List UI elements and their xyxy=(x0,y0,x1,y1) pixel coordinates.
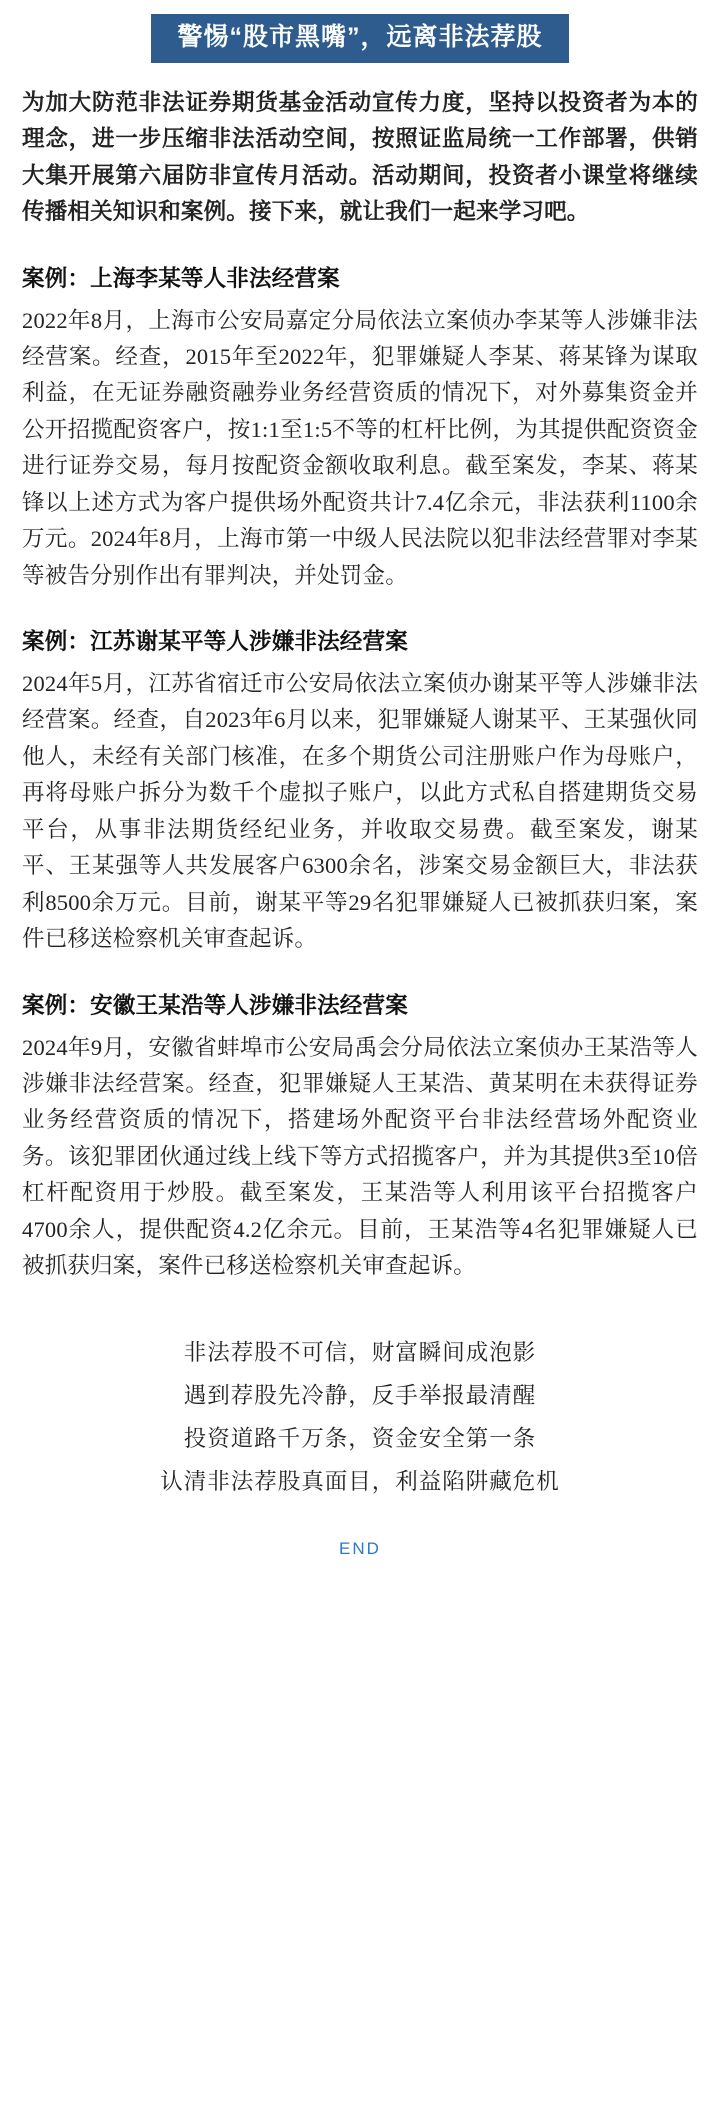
slogan-line-3: 投资道路千万条，资金安全第一条 xyxy=(183,1425,537,1451)
case-title-2: 案例：江苏谢某平等人涉嫌非法经营案 xyxy=(22,629,408,654)
slogan-line-1: 非法荐股不可信，财富瞬间成泡影 xyxy=(183,1339,537,1365)
case-body-2: 2024年5月，江苏省宿迁市公安局依法立案侦办谢某平等人涉嫌非法经营案。经查，自2023年6月以来，犯罪嫌疑人谢某平、王某强伙同他人，未经有关部门核准，在多个期货公司注册账户作为母账户，再将母账户拆分为数千个虚拟子账户，以此方式私自搭建期货交易平台，从事非法期货经纪业务，并收取交易费。截至案发，谢某平、王某强等人共发展客户6300余名，涉案交易金额巨大，非法获利8500余万元。目前，谢某平等29名犯罪嫌疑人已被抓获归案，案件已移送检察机关审查起诉。 xyxy=(22,671,698,952)
case-body-1: 2022年8月，上海市公安局嘉定分局依法立案侦办李某等人涉嫌非法经营案。经查，2015年至2022年，犯罪嫌疑人李某、蒋某锋为谋取利益，在无证券融资融券业务经营资质的情况下，对外募集资金并公开招揽配资客户，按1:1至1:5不等的杠杆比例，为其提供配资资金进行证券交易，每月按配资金额收取利息。截至案发，李某、蒋某锋以上述方式为客户提供场外配资共计7.4亿余元，非法获利1100余万元。2024年8月，上海市第一中级人民法院以犯非法经营罪对李某等被告分别作出有罪判决，并处罚金。 xyxy=(22,307,698,588)
slogan-block xyxy=(22,1331,698,1504)
page-title: 警惕“股市黑嘴”，远离非法荐股 xyxy=(151,14,568,63)
slogan-line-4: 认清非法荐股真面目，利益陷阱藏危机 xyxy=(160,1469,560,1495)
slogan-line-2: 遇到荐股先冷静，反手举报最清醒 xyxy=(183,1382,537,1408)
end-marker: END xyxy=(339,1539,381,1559)
case-title-1: 案例：上海李某等人非法经营案 xyxy=(22,265,340,291)
case-title-3: 案例：安徽王某浩等人涉嫌非法经营案 xyxy=(22,992,408,1018)
intro-paragraph: 为加大防范非法证券期货基金活动宣传力度，坚持以投资者为本的理念，进一步压缩非法活动空间，按照证监局统一工作部署，供销大集开展第六届防非宣传月活动。活动期间，投资者小课堂将继续传播相关知识和案例。接下来，就让我们一起来学习吧。 xyxy=(22,89,698,225)
title-banner-wrap xyxy=(22,0,698,63)
case-body-3: 2024年9月，安徽省蚌埠市公安局禹会分局依法立案侦办王某浩等人涉嫌非法经营案。经查，犯罪嫌疑人王某浩、黄某明在未获得证券业务经营资质的情况下，搭建场外配资平台非法经营场外配资业务。该犯罪团伙通过线上线下等方式招揽客户，并为其提供3至10倍杠杆配资用于炒股。截至案发，王某浩等人利用该平台招揽客户4700余人，提供配资4.2亿余元。目前，王某浩等4名犯罪嫌疑人已被抓获归案，案件已移送检察机关审查起诉。 xyxy=(22,1034,698,1279)
